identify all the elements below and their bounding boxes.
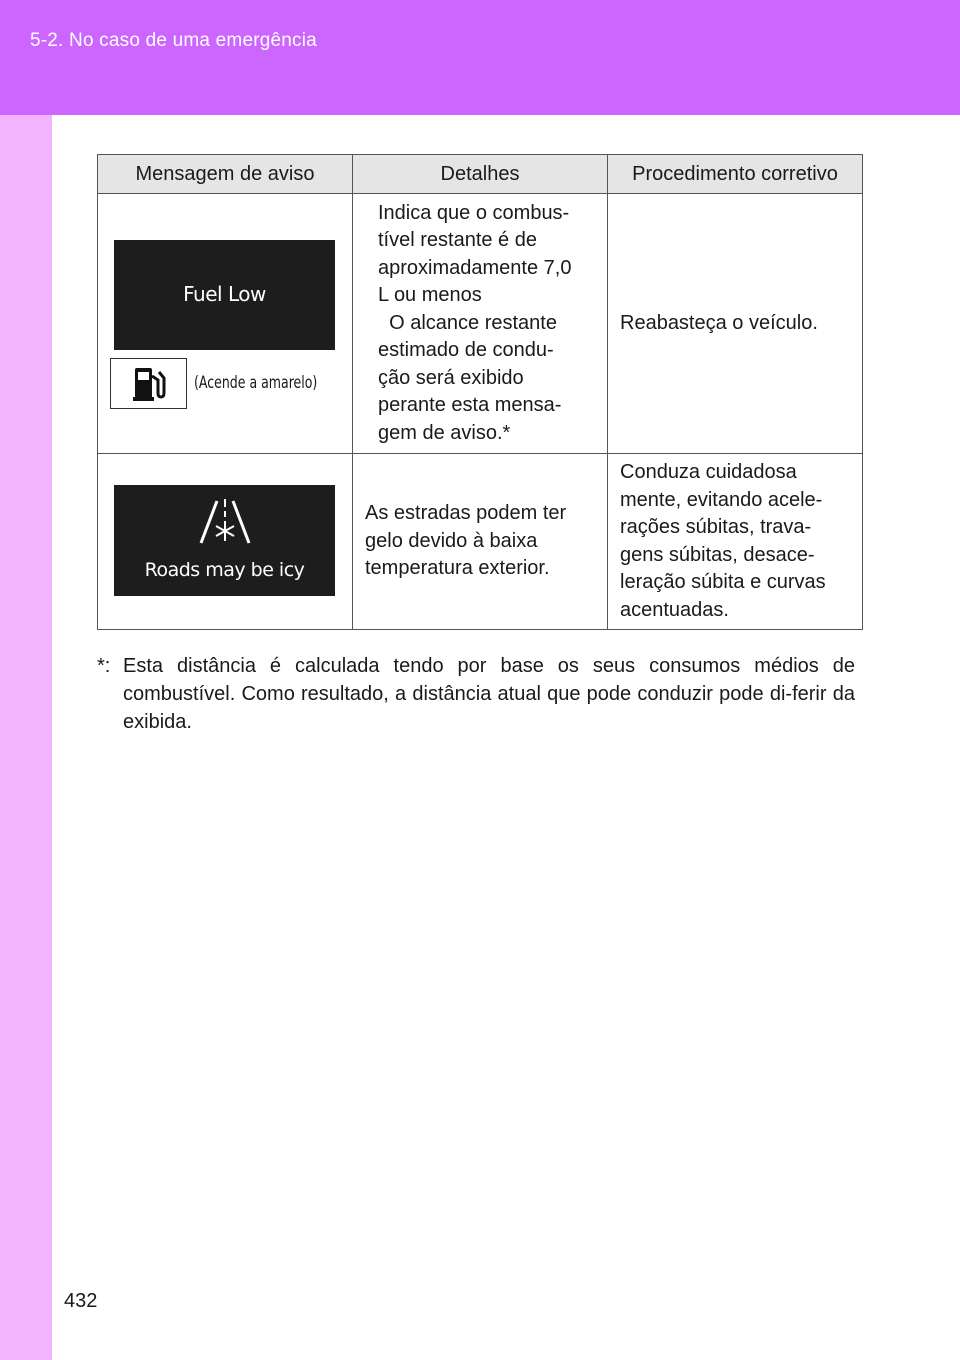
column-header: Mensagem de aviso [98, 155, 353, 194]
text-line: O alcance restante [378, 311, 557, 334]
text-line: acentuadas. [620, 598, 729, 621]
warning-message-cell [98, 454, 353, 630]
display-text: Fuel Low [183, 282, 266, 307]
display-fuel-low [114, 240, 335, 350]
text-line: gens súbitas, desace- [620, 543, 815, 566]
side-bar [0, 115, 52, 1360]
procedure-text [608, 459, 862, 624]
details-text [353, 500, 607, 583]
section-title: 5-2. No caso de uma emergência [30, 30, 317, 51]
icy-road-icon [195, 497, 255, 547]
details-text [353, 200, 607, 448]
warning-message-cell [98, 194, 353, 454]
text-line: rações súbitas, trava- [620, 516, 812, 538]
text-line: leração súbita e curvas [620, 571, 826, 593]
procedure-cell [608, 194, 863, 454]
text-line: As estradas podem ter [365, 502, 567, 525]
fuel-pump-icon [110, 358, 187, 409]
footnote-marker: *: [97, 655, 111, 677]
details-cell [353, 194, 608, 454]
page-number: 432 [64, 1290, 98, 1312]
procedure-text [608, 310, 862, 338]
text-line: estimado de condu- [378, 339, 554, 362]
indicator-caption: (Acende a amarelo) [194, 373, 318, 393]
text-line: gem de aviso.* [378, 421, 511, 444]
text-line: aproximadamente 7,0 [378, 256, 572, 279]
text-line: Indica que o combus- [378, 201, 570, 224]
text-line: Reabasteça o veículo. [620, 311, 818, 334]
text-line: tível restante é de [378, 229, 537, 252]
text-line: temperatura exterior. [365, 557, 550, 580]
header-bar [0, 0, 960, 115]
details-cell [353, 454, 608, 630]
text-line: Conduza cuidadosa [620, 461, 797, 483]
table-header-row [98, 155, 863, 194]
display-text: Roads may be icy [144, 558, 305, 581]
text-line: L ou menos [378, 284, 482, 307]
text-line: mente, evitando acele- [620, 488, 823, 511]
table-row [98, 454, 863, 630]
text-line: ção será exibido [378, 366, 524, 389]
table-row [98, 194, 863, 454]
display-roads-icy [114, 485, 335, 596]
footnote-text: Esta distância é calculada tendo por base os seus consumos médios de combustível. Como resultado, a distância atual que pode conduzir pode di-ferir da exibida. [123, 655, 855, 733]
footnote [97, 652, 855, 736]
warning-table [97, 154, 863, 630]
column-header: Procedimento corretivo [608, 155, 863, 194]
text-line: perante esta mensa- [378, 394, 562, 417]
procedure-cell [608, 454, 863, 630]
text-line: gelo devido à baixa [365, 529, 538, 552]
column-header: Detalhes [353, 155, 608, 194]
